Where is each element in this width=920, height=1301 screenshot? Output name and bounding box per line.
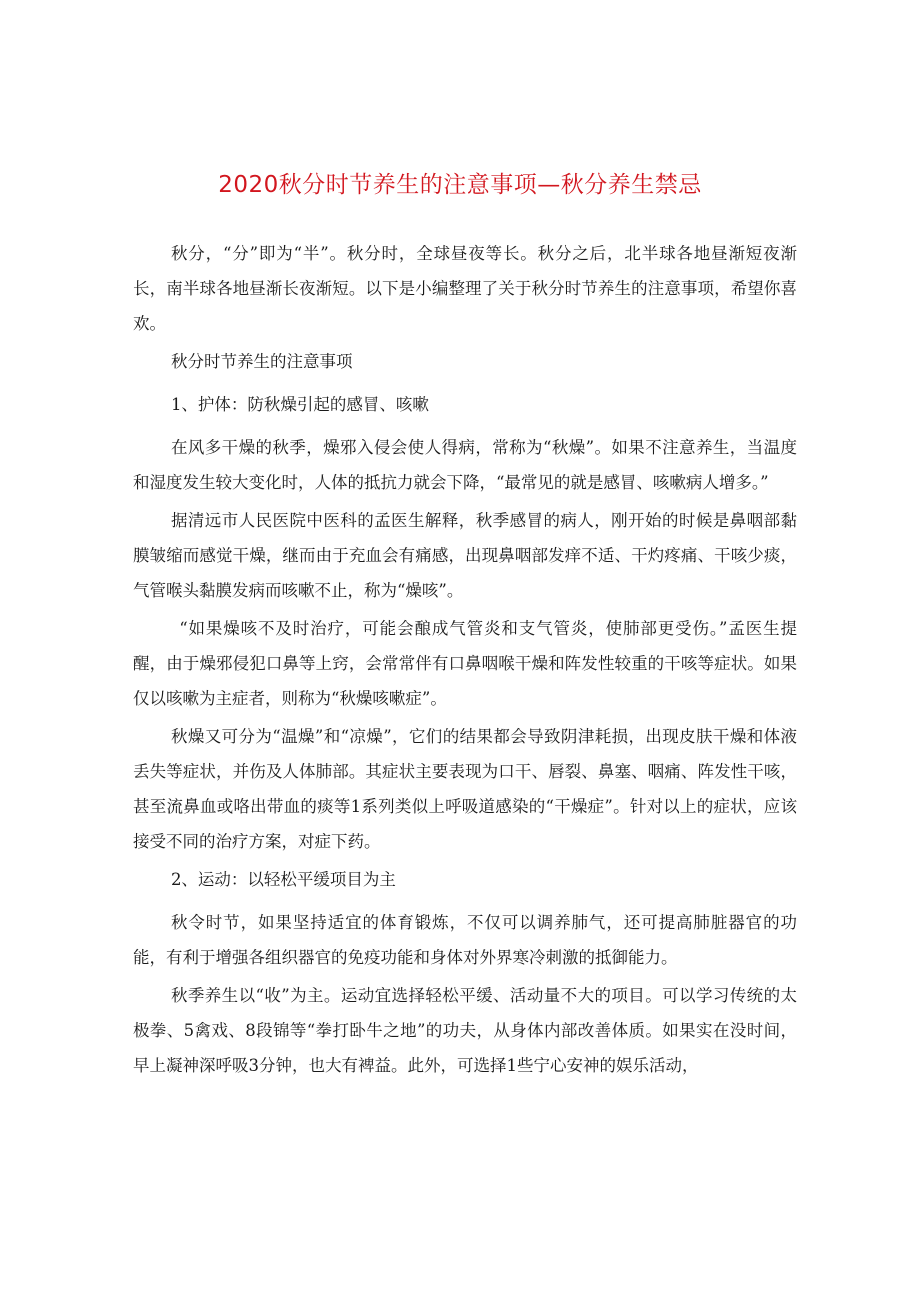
paragraph-exercise-choice: 秋季养生以“收”为主。运动宜选择轻松平缓、活动量不大的项目。可以学习传统的太极拳、5禽戏、8段锦等“拳打卧牛之地”的功夫，从身体内部改善体质。如果实在没时间，早上凝神深呼吸3分钟，也大有裨益。此外，可选择1些宁心安神的娱乐活动， bbox=[133, 986, 797, 1075]
paragraph-doctor-reminder: “如果燥咳不及时治疗，可能会酿成气管炎和支气管炎，使肺部更受伤。”孟医生提醒，由于燥邪侵犯口鼻等上窍，会常常伴有口鼻咽喉干燥和阵发性较重的干咳等症状。如果仅以咳嗽为主症者，则称为“秋燥咳嗽症”。 bbox=[133, 619, 797, 708]
section-heading: 秋分时节养生的注意事项 bbox=[170, 352, 353, 371]
document-title: 2020秋分时节养生的注意事项—秋分养生禁忌 bbox=[218, 172, 702, 198]
document-body bbox=[133, 236, 797, 1086]
paragraph-doctor-explanation: 据清远市人民医院中医科的孟医生解释，秋季感冒的病人，刚开始的时候是鼻咽部黏膜皱缩而感觉干燥，继而由于充血会有痛感，出现鼻咽部发痒不适、干灼疼痛、干咳少痰，气管喉头黏膜发病而咳嗽不止，称为“燥咳”。 bbox=[133, 511, 797, 600]
paragraph-autumn-dryness: 在风多干燥的秋季，燥邪入侵会使人得病，常称为“秋燥”。如果不注意养生，当温度和湿度发生较大变化时，人体的抵抗力就会下降，“最常见的就是感冒、咳嗽病人增多。” bbox=[133, 438, 797, 492]
paragraph-dryness-types: 秋燥又可分为“温燥”和“凉燥”，它们的结果都会导致阴津耗损，出现皮肤干燥和体液丢失等症状，并伤及人体肺部。其症状主要表现为口干、唇裂、鼻塞、咽痛、阵发性干咳，甚至流鼻血或咯出带血的痰等1系列类似上呼吸道感染的“干燥症”。针对以上的症状，应该接受不同的治疗方案，对症下药。 bbox=[133, 727, 797, 851]
paragraph-exercise-benefits: 秋令时节，如果坚持适宜的体育锻炼，不仅可以调养肺气，还可提高肺脏器官的功能，有利于增强各组织器官的免疫功能和身体对外界寒冷刺激的抵御能力。 bbox=[133, 913, 797, 967]
paragraph-intro: 秋分，“分”即为“半”。秋分时，全球昼夜等长。秋分之后，北半球各地昼渐短夜渐长，南半球各地昼渐长夜渐短。以下是小编整理了关于秋分时节养生的注意事项，希望你喜欢。 bbox=[133, 244, 797, 333]
subheading-protect-body: 1、护体：防秋燥引起的感冒、咳嗽 bbox=[170, 395, 429, 414]
subheading-exercise: 2、运动：以轻松平缓项目为主 bbox=[170, 870, 396, 889]
